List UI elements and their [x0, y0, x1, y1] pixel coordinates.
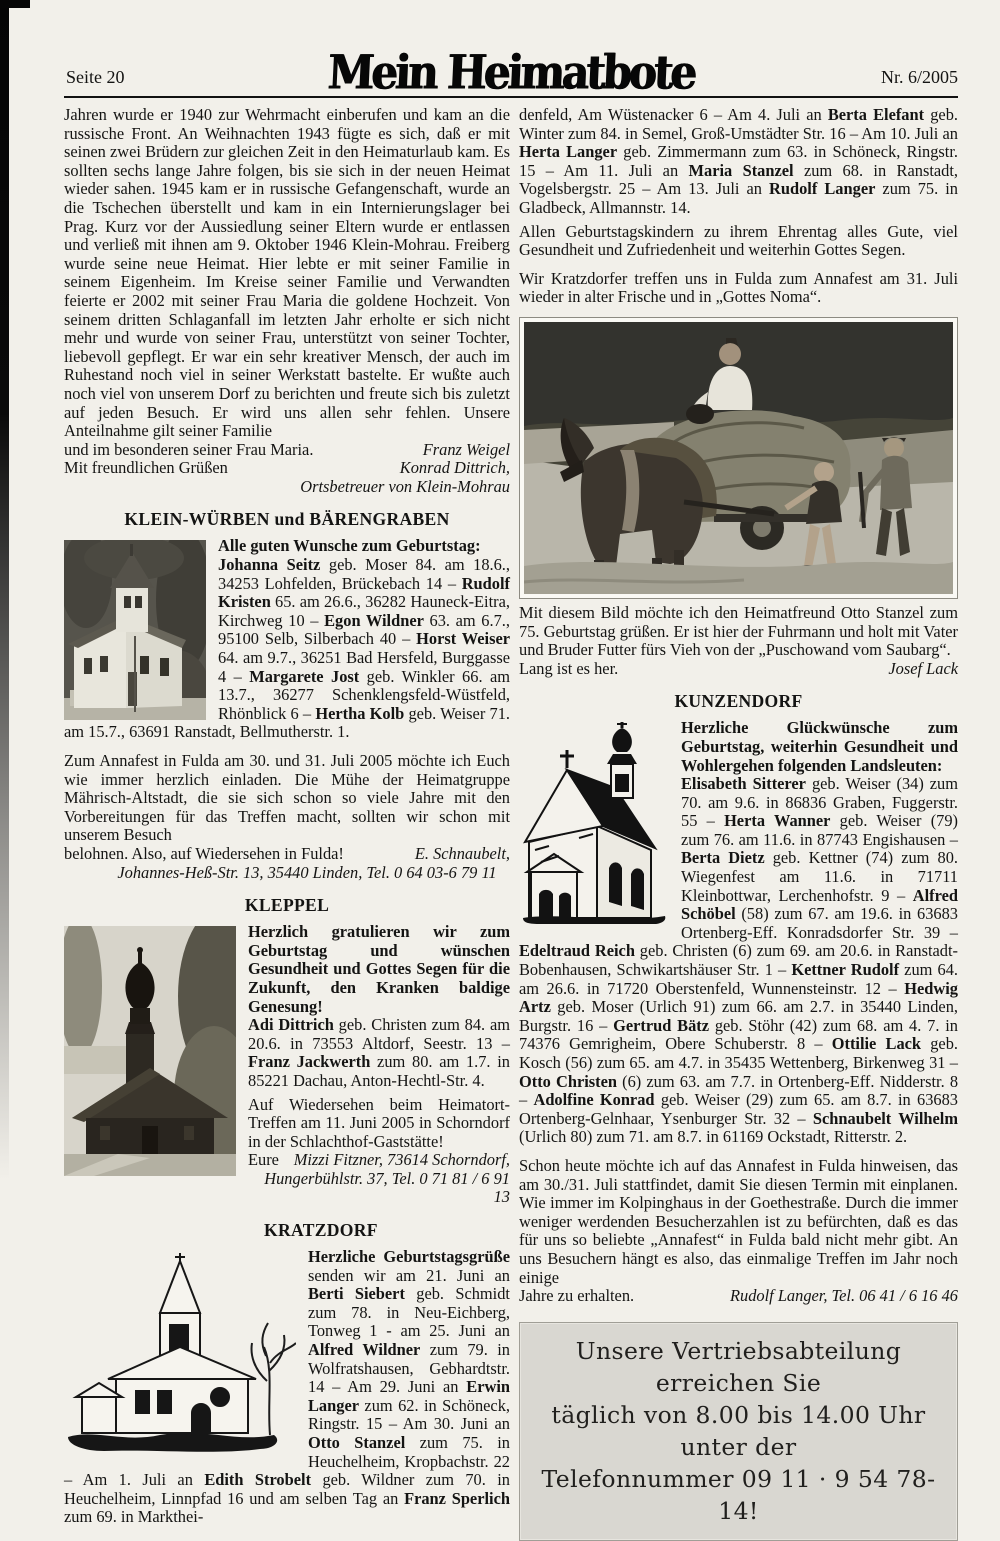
- caption-signature-row: [519, 660, 958, 679]
- newspaper-page: [64, 0, 958, 1541]
- kleppel-birthdays: Herzlich gratulieren wir zum Geburtstag und wünschen Gesundheit und Gottes Segen für die Zukunft, den Kranken baldige Genesung! Adi Dittrich geb. Christen zum 84. am 20.6. in 73553 Altdorf, Seestr. 13 – Franz Jackwerth zum 80. am 1.7. in 85221 Dachau, Anton-Hechtl-Str. 4.: [248, 922, 510, 1090]
- obituary-paragraph: Jahren wurde er 1940 zur Wehrmacht einberufen und kam an die russische Front. An Weihnachten 1943 fügte es sich, daß er mit seinen zwei Brüdern zur gleichen Zeit in den Heimaturlaub kam. Es sollten sechs lange Jahre folgen, bis sie sich in der neuen Heimat wieder sahen. 1945 kam er in russische Gefangenschaft, wurde an die Tschechen überstellt und kam in ein Internierungslager bei Prag. Kurz vor der Aussiedlung seiner Eltern wurde er entlassen und verließ mit ihnen am 9. Oktober 1946 Klein-Mohrau. Freiberg wurde seine neue Heimat. Hier lebte er mit seiner Familie in seinem Eigenheim. Im Kreise seiner Familie und Verwandten feierte er 2002 mit seiner Frau Maria die goldene Hochzeit. Von seinem dritten Schlaganfall im letzten Jahr erholte er sich nicht mehr und wurde von seiner Frau, unterstützt von seiner Tochter, liebevoll gepflegt. Er war ein sehr kreativer Mensch, der auch im Ruhestand noch viel in seiner Werkstatt bastelte. Er wußte auch noch viel von unserem Dorf zu berichten und freute sich bis zuletzt auf jeden Besuch. Er wird uns allen sehr fehlen. Unsere Anteilnahme gilt seiner Familie: [64, 105, 510, 441]
- signature-mizzi-fitzner: Mizzi Fitzner, 73614 Schorndorf,: [293, 1150, 510, 1170]
- church-drawing-kratzdorf-svg: [64, 1251, 296, 1456]
- obituary-signature-row-2: [64, 459, 510, 478]
- kratzdorf-birthdays: Herzliche Geburtstagsgrüße senden wir am 21. Juni an Berti Siebert geb. Schmidt zum 78. in Neu-Eichberg, Tonweg 1 - am 25. Juni an Alfred Wildner zum 79. in Wolfratshausen, Gebhardtstr. 14 – Am 29. Juni an Erwin Langer zum 62. in Schöneck, Ringstr. 15 – Am 30. Juni an Otto Stanzel zum 75. in Heuchelheim, Kropbachstr. 22 – Am 1. Juli an Edith Strobelt geb. Wildner zum 70. in Heuchelheim, Linnpfad 16 und am selben Tag an Franz Sperlich zum 69. in Markthei-: [64, 1247, 511, 1527]
- distribution-line-2: täglich von 8.00 bis 14.00 Uhr unter der: [551, 1400, 926, 1461]
- scan-edge-shadow: [0, 0, 9, 1180]
- kleppel-meeting-note: Auf Wiedersehen beim Heimatort-Treffen am 11. Juni 2005 in Schorndorf in der Schlachthof-Gaststätte!: [248, 1094, 510, 1151]
- church-photo-klein-wuerben-svg: [64, 540, 206, 720]
- distribution-line-1: Unsere Vertriebsabteilung erreichen Sie: [575, 1336, 902, 1397]
- annafest-notice: Schon heute möchte ich auf das Annafest in Fulda hinweisen, das am 30./31. Juli stattfindet, damit Sie diesen Termin mit einplanen. Wie immer im Kolpinghaus in der Goethestraße. Durch die immer weniger werdenden Besucherzahlen ist zu befürchten, daß es das für uns so beliebte „Annafest“ in Fulda bald nicht mehr gibt. An uns Besuchern hängt es also, das einmalige Treffen im Jahr noch einige: [519, 1155, 958, 1287]
- section-title-kratzdorf: KRATZDORF: [264, 1220, 378, 1241]
- signature-josef-lack: Josef Lack: [888, 658, 958, 678]
- section-title-klein-wuerben: KLEIN-WÜRBEN und BÄRENGRABEN: [124, 509, 450, 530]
- church-drawing-kratzdorf: [64, 1251, 296, 1456]
- issue-number: Nr. 6/2005: [880, 67, 958, 87]
- page-header: [64, 0, 958, 98]
- klein-wuerben-birthdays: Alle guten Wunsche zum Geburtstag: Johanna Seitz geb. Moser 84. am 18.6., 34253 Lohfelden, Brückebach 14 – Rudolf Kristen 65. am 26.6., 36282 Hauneck-Eitra, Kirchweg 10 – Egon Wildner 63. am 6.7., 95100 Selb, Silberbach 40 – Horst Weiser 64. am 9.7., 36251 Bad Hersfeld, Burggasse 4 – Margarete Jost geb. Winkler 66. am 13.7., 36277 Schenklengsfeld-Wüstfeld, Rhönblick 6 – Hertha Kolb geb. Weiser 71. am 15.7., 63691 Ranstadt, Bellmutherstr. 1.: [64, 536, 511, 742]
- fitzner-address: Hungerbühlstr. 37, Tel. 0 71 81 / 6 91 13: [264, 1168, 510, 1207]
- kleppel-signature-row: [248, 1151, 510, 1170]
- church-photo-klein-wuerben: [64, 540, 206, 720]
- greeting-line: Mit freundlichen Grüßen: [64, 458, 228, 478]
- signature-franz-weigel: Franz Weigel: [422, 439, 510, 459]
- church-drawing-kunzendorf-svg: [519, 722, 669, 924]
- annafest-notice-signature-row: [519, 1287, 958, 1306]
- scan-edge-corner: [0, 0, 30, 8]
- annafest-signature-row: [64, 845, 510, 864]
- hay-wagon-photo-svg: [524, 322, 953, 594]
- signature-konrad-dittrich: Konrad Dittrich,: [399, 458, 510, 478]
- obituary-signature-row-1: [64, 441, 510, 460]
- section-klein-wuerben: [64, 537, 510, 742]
- schnaubelt-address: Johannes-Heß-Str. 13, 35440 Linden, Tel. 0 64 03-6 79 11: [117, 862, 497, 882]
- section-kratzdorf: [64, 1248, 510, 1527]
- church-drawing-kunzendorf: [519, 722, 669, 924]
- kleppel-eure: Eure: [248, 1150, 279, 1170]
- two-column-body: [64, 106, 958, 1541]
- kratzdorf-birthdays-continued: denfeld, Am Wüstenacker 6 – Am 4. Juli an Berta Elefant geb. Winter zum 84. in Semel, Groß-Umstädter Str. 16 – Am 10. Juli an Herta Langer geb. Zimmermann zum 63. in Schöneck, Ringstr. 15 – Am 11. Juli an Maria Stanzel zum 68. in Ranstadt, Vogelsbergstr. 25 – Am 13. Juli an Rudolf Langer zum 75. in Gladbeck, Allmannstr. 14.: [519, 105, 959, 217]
- section-title-kunzendorf: KUNZENDORF: [674, 691, 803, 712]
- signature-rudolf-langer: Rudolf Langer, Tel. 06 41 / 6 16 46: [730, 1286, 958, 1306]
- signature-role-line: Ortsbetreuer von Klein-Mohrau: [300, 476, 510, 496]
- chapel-photo-kleppel-svg: [64, 926, 236, 1176]
- section-title-kleppel: KLEPPEL: [244, 895, 330, 916]
- fulda-meeting-paragraph: Wir Kratzdorfer treffen uns in Fulda zum Annafest am 31. Juli wieder in alter Frische und in „Gottes Noma“.: [519, 268, 958, 307]
- left-column: [64, 106, 510, 1541]
- distribution-notice-box: [519, 1322, 958, 1541]
- kunzendorf-birthdays: Herzliche Glückwünsche zum Geburtstag, weiterhin Gesundheit und Wohlergehen folgenden Landsleuten: Elisabeth Sitterer geb. Weiser (34) zum 70. am 9.6. in 86836 Graben, Fuggerstr. 55 – Herta Wanner geb. Weiser (79) zum 76. am 11.6. in 87743 Engishausen – Berta Dietz geb. Kettner (74) zum 80. Wiegenfest am 11.6. in 71711 Kleinbottwar, Lerchenhofstr. 9 – Alfred Schöbel (58) zum 67. am 19.6. in 63683 Ortenberg-Eff. Konradsdorfer Str. 39 – Edeltraud Reich geb. Christen (6) zum 69. am 20.6. in Ranstadt-Bobenhausen, Schwikartshäuser Str. 1 – Kettner Rudolf zum 64. am 26.6. in 71720 Oberstenfeld, Wunnensteinstr. 12 – Hedwig Artz geb. Moser (Urlich 91) zum 66. am 2.7. in 35440 Linden, Burgstr. 16 – Gertrud Bätz geb. Stöhr (42) zum 68. am 4. 7. in 74376 Gemrigheim, Obere Schuberstr. 8 – Ottilie Lack geb. Kosch (56) zum 65. am 4.7. in 35435 Wettenberg, Birkenweg 31 – Otto Christen (6) zum 63. am 7.7. in Ortenberg-Eff. Nidderstr. 8 – Adolfine Konrad geb. Weiser (29) zum 65. am 8.7. in 63683 Ortenberg-Gelnhaar, Ysenburger Str. 32 – Schnaubelt Wilhelm (Urlich 80) zum 71. am 8.7. in 61169 Ockstadt, Ritterstr. 2.: [519, 718, 959, 1147]
- chapel-photo-kleppel: [64, 926, 236, 1181]
- masthead-title: Mein Heimatbote: [326, 45, 696, 100]
- distribution-line-3: Telefonnummer 09 11 · 9 54 78-14!: [541, 1464, 936, 1525]
- photo-caption: Mit diesem Bild möchte ich den Heimatfreund Otto Stanzel zum 75. Geburtstag grüßen. Er ist hier der Fuhrmann und holt mit Vater und Bruder Futter fürs Vieh von der „Puschowand vom Saubarg“.: [519, 602, 958, 660]
- annafest-notice-last-line: Jahre zu erhalten.: [519, 1286, 635, 1306]
- section-kunzendorf: [519, 719, 958, 1147]
- right-column: [519, 106, 958, 1541]
- obituary-last-line: und im besonderen seiner Frau Maria.: [64, 439, 314, 459]
- birthday-wishes-paragraph: Allen Geburtstagskindern zu ihrem Ehrentag alles Gute, viel Gesundheit und Zufriedenheit und weiterhin Gottes Segen.: [519, 221, 958, 260]
- annafest-last-line: belohnen. Also, auf Wiedersehen in Fulda!: [64, 843, 344, 863]
- caption-last-line: Lang ist es her.: [519, 658, 619, 678]
- section-kleppel: [64, 923, 510, 1207]
- signature-schnaubelt: E. Schnaubelt,: [414, 843, 510, 863]
- annafest-invitation: Zum Annafest in Fulda am 30. und 31. Juli 2005 möchte ich Euch wie immer herzlich einladen. Die Mühe der Heimatgruppe Mährisch-Altstadt, die sie sich schon so viele Jahre mit den Vorbereitungen für das Treffen macht, sollten wir schon mit unserem Besuch: [64, 751, 510, 845]
- page-number: Seite 20: [66, 67, 125, 87]
- hay-wagon-photo: [519, 317, 958, 599]
